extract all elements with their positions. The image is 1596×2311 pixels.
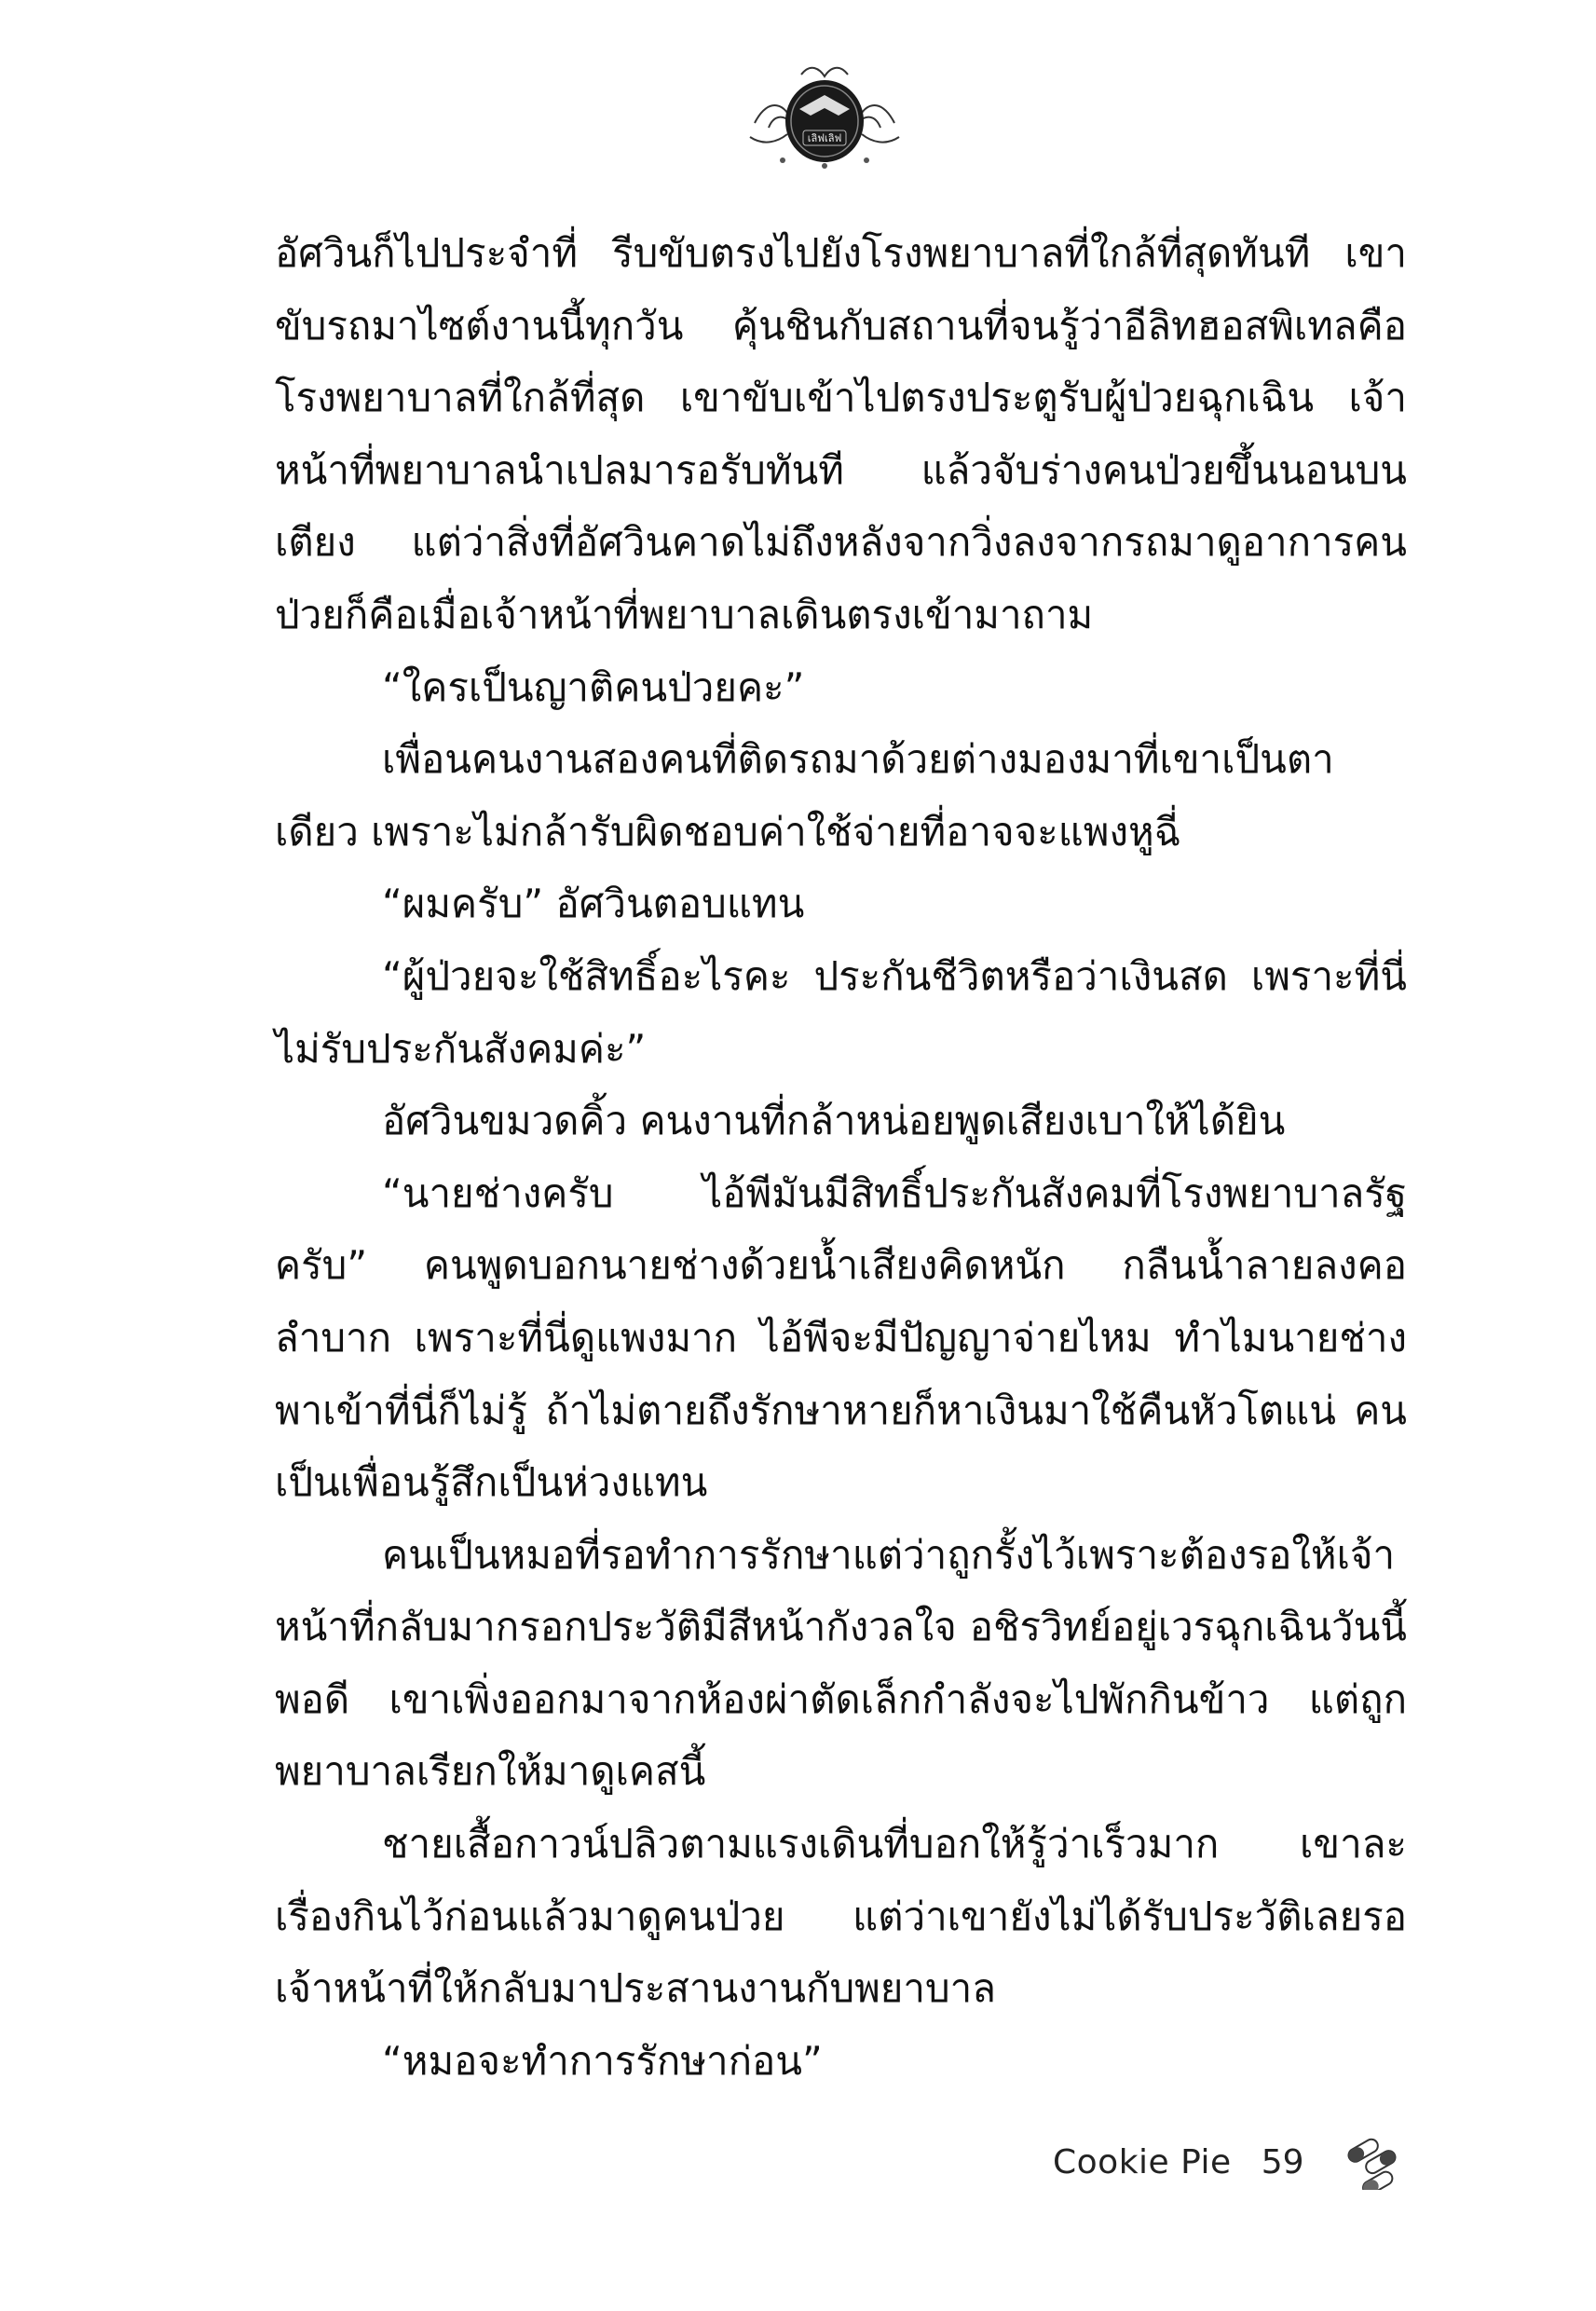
paragraph: “ผู้ป่วยจะใช้สิทธิ์อะไรคะ ประกันชีวิตหรือว่าเงินสด เพราะที่นี่ไม่รับประกันสังคมค่ะ” [275,952,1407,1072]
paragraph: “ผมครับ” อัศวินตอบแทน [382,881,805,927]
paragraph: อัศวินก็ไปประจำที่ รีบขับตรงไปยังโรงพยาบาลที่ใกล้ที่สุดทันที เขาขับรถมาไซต์งานนี้ทุกวัน คุ้นชินกับสถานที่จนรู้ว่าอีลิทฮอสพิเทลคือโรงพยาบาลที่ใกล้ที่สุด เขาขับเข้าไปตรงประตูรับผู้ป่วยฉุกเฉิน เจ้าหน้าที่พยาบาลนำเปลมารอรับทันที แล้วจับร่างคนป่วยขึ้นนอนบนเตียง แต่ว่าสิ่งที่อัศวินคาดไม่ถึงหลังจากวิ่งลงจากรถมาดูอาการคนป่วยก็คือเมื่อเจ้าหน้าที่พยาบาลเดินตรงเข้ามาถาม [275,230,1407,637]
pills-icon [1342,2134,1409,2190]
ornamental-crest-icon [736,58,913,170]
page-footer [1053,2134,1409,2190]
story-text [275,217,1407,2097]
paragraph: “นายช่างครับ ไอ้พีมันมีสิทธิ์ประกันสังคมที่โรงพยาบาลรัฐครับ” คนพูดบอกนายช่างด้วยน้ำเสียงคิดหนัก กลืนน้ำลายลงคอลำบาก เพราะที่นี่ดูแพงมาก ไอ้พีจะมีปัญญาจ่ายไหม ทำไมนายช่างพาเข้าที่นี่ก็ไม่รู้ ถ้าไม่ตายถึงรักษาหายก็หาเงินมาใช้คืนหัวโตแน่ คนเป็นเพื่อนรู้สึกเป็นห่วงแทน [275,1169,1407,1506]
page-number: 59 [1261,2142,1304,2181]
paragraph: “หมอจะทำการรักษาก่อน” [382,2037,823,2084]
emblem-text: เลิฟเลิฟ [807,132,842,144]
paragraph: ชายเสื้อกาวน์ปลิวตามแรงเดินที่บอกให้รู้ว่าเร็วมาก เขาละเรื่องกินไว้ก่อนแล้วมาดูคนป่วย แต่ว่าเขายังไม่ได้รับประวัติเลยรอเจ้าหน้าที่ให้กลับมาประสานงานกับพยาบาล [275,1821,1407,2012]
paragraph: คนเป็นหมอที่รอทำการรักษาแต่ว่าถูกรั้งไว้เพราะต้องรอให้เจ้าหน้าที่กลับมากรอกประวัติมีสีหน้ากังวลใจ อชิรวิทย์อยู่เวรฉุกเฉินวันนี้พอดี เขาเพิ่งออกมาจากห้องผ่าตัดเล็กกำลังจะไปพักกินข้าว แต่ถูกพยาบาลเรียกให้มาดูเคสนี้ [275,1531,1407,1795]
paragraph: อัศวินขมวดคิ้ว คนงานที่กล้าหน่อยพูดเสียงเบาให้ได้ยิน [382,1098,1286,1144]
paragraph: เพื่อนคนงานสองคนที่ติดรถมาด้วยต่างมองมาที่เขาเป็นตาเดียว เพราะไม่กล้ารับผิดชอบค่าใช้จ่ายที่อาจจะแพงหูฉี่ [275,736,1334,855]
footer-brand: Cookie Pie [1053,2142,1232,2181]
paragraph: “ใครเป็นญาติคนป่วยคะ” [382,663,805,710]
